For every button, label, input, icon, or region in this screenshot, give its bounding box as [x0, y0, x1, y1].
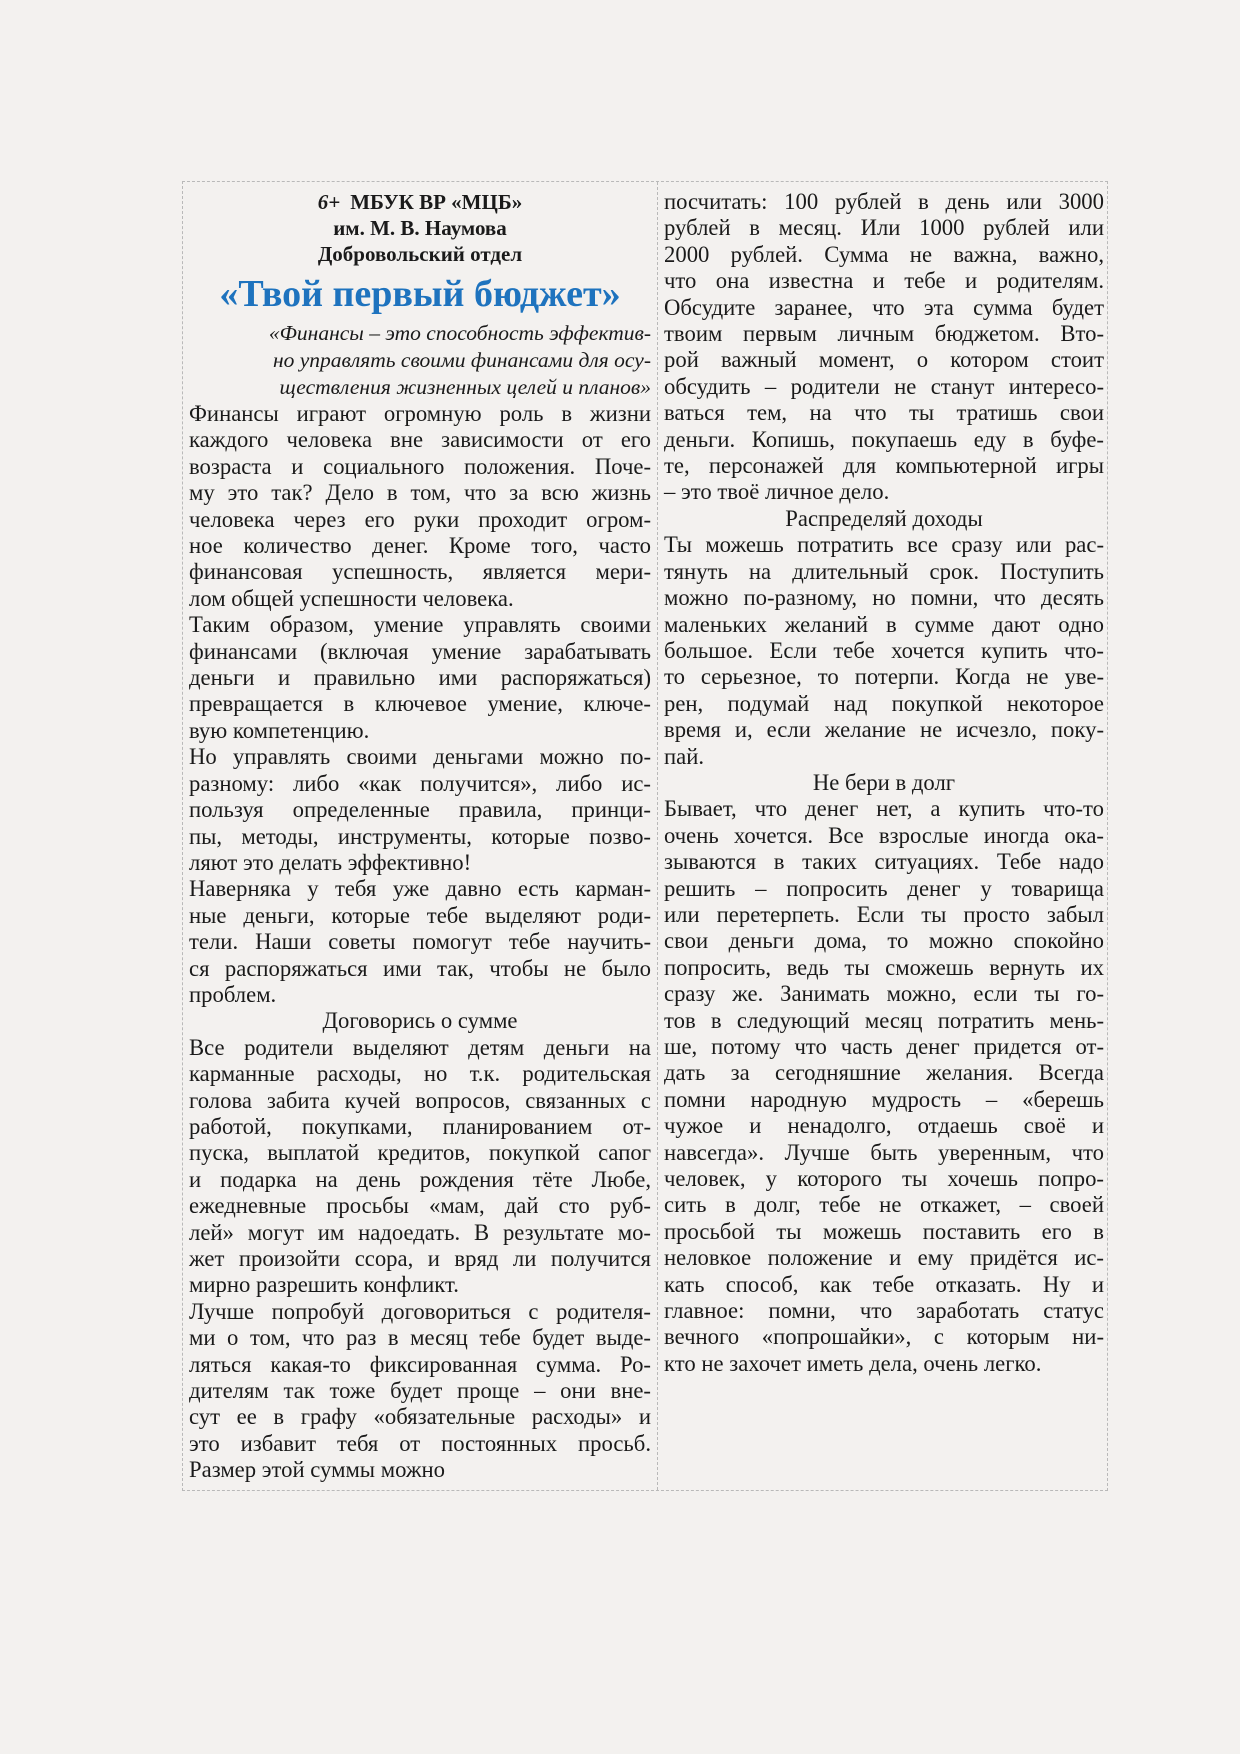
text-line: сут ее в графу «обязательные расходы» и	[189, 1404, 651, 1430]
text-line: Но управлять своими деньгами можно по-	[189, 744, 651, 770]
text-line: ляться какая-то фиксированная сумма. Ро-	[189, 1351, 651, 1377]
epigraph-line: «Финансы – это способность эффектив-	[268, 321, 651, 345]
text-line: кто не захочет иметь дела, очень легко.	[664, 1350, 1042, 1376]
text-line: рой важный момент, о котором стоит	[664, 347, 1104, 373]
subhead-dont-borrow: Не бери в долг	[812, 769, 956, 795]
text-line: мирно разрешить конфликт.	[189, 1272, 459, 1298]
right-body-distribute-income	[664, 532, 1104, 770]
text-line: свои деньги дома, то можно спокойно	[664, 928, 1104, 954]
text-line: Все родители выделяют детям деньги на	[189, 1034, 651, 1060]
text-line: лом общей успешности человека.	[189, 585, 514, 611]
left-body-agree-amount	[189, 1035, 651, 1484]
text-line: сить в долг, тебе не откажет, – своей	[664, 1192, 1104, 1218]
text-line: главное: помни, что заработать статус	[664, 1298, 1104, 1324]
department: Добровольский отдел	[317, 242, 523, 266]
text-line: те, персонажей для компьютерной игры	[664, 453, 1104, 479]
text-line: деньги и правильно ими распоряжаться)	[189, 665, 651, 691]
text-line: тянуть на длительный срок. Поступить	[664, 558, 1104, 584]
text-line: дителям так тоже будет проще – они вне-	[189, 1378, 651, 1404]
text-line: ше, потому что часть денег придется от-	[664, 1034, 1104, 1059]
text-line: карманные расходы, но т.к. родительская	[189, 1061, 651, 1087]
text-line: человек, у которого ты хочешь попро-	[664, 1166, 1104, 1192]
text-line: очень хочется. Все взрослые иногда ока-	[664, 822, 1104, 848]
text-line: голова забита кучей вопросов, связанных с	[189, 1087, 651, 1113]
text-line: неловкое положение и ему придётся ис-	[664, 1245, 1104, 1271]
text-line: му это так? Дело в том, что за всю жизнь	[189, 480, 651, 506]
age-rating: 6+	[317, 190, 341, 214]
text-line: финансами (включая умение зарабатывать	[189, 638, 651, 664]
org-name: МБУК ВР «МЦБ»	[350, 190, 523, 214]
text-line: сразу же. Занимать можно, если ты го-	[664, 981, 1104, 1007]
subhead-agree-amount: Договорись о сумме	[322, 1008, 518, 1034]
text-line: чужое и ненадолго, отдаешь своё и	[664, 1113, 1104, 1139]
paragraph	[189, 612, 651, 744]
paragraph	[664, 796, 1104, 1377]
text-line: 2000 рублей. Сумма не важна, важно,	[664, 241, 1104, 267]
text-line: лей» могут им надоедать. В результате мо-	[189, 1219, 651, 1245]
header-org-line	[189, 189, 651, 215]
text-line: кать способ, как тебе отказать. Ну и	[664, 1271, 1104, 1297]
text-line: что она известна и тебе и родителям.	[664, 268, 1104, 294]
left-body-intro	[189, 401, 651, 1008]
text-line: человека через его руки проходит огром-	[189, 506, 651, 532]
text-line: Финансы играют огромную роль в жизни	[189, 401, 651, 426]
text-line: финансовая успешность, является мери-	[189, 559, 651, 585]
text-line: Бывает, что денег нет, а купить что-то	[664, 796, 1104, 822]
text-line: рен, подумай над покупкой некоторое	[664, 690, 1104, 716]
text-line: Обсудите заранее, что эта сумма будет	[664, 294, 1104, 320]
text-line: зываются в таких ситуациях. Тебе надо	[664, 849, 1104, 875]
paragraph	[189, 401, 651, 612]
text-line: можно по-разному, но помни, что десять	[664, 585, 1104, 611]
text-line: Наверняка у тебя уже давно есть карман-	[189, 876, 651, 902]
text-line: время и, если желание не исчезло, поку-	[664, 717, 1104, 743]
text-line: или перетерпеть. Если ты просто забыл	[664, 901, 1104, 927]
text-line: пользуя определенные правила, принци-	[189, 797, 651, 823]
page-title: «Твой первый бюджет»	[219, 273, 621, 315]
paragraph	[189, 1299, 651, 1484]
leaflet-page	[182, 181, 1108, 1491]
text-line: каждого человека вне зависимости от его	[189, 427, 651, 453]
text-line: Лучше попробуй договориться с родителя-	[189, 1298, 651, 1324]
text-line: помни народную мудрость – «берешь	[664, 1086, 1104, 1112]
text-line: пуска, выплатой кредитов, покупкой сапог	[189, 1140, 651, 1166]
text-line: ся распоряжаться ими так, чтобы не было	[189, 955, 651, 981]
text-line: твоим первым личным бюджетом. Вто-	[664, 321, 1104, 347]
right-body-dont-borrow	[664, 796, 1104, 1377]
text-line: пай.	[664, 743, 705, 769]
named-after: им. М. В. Наумова	[333, 216, 507, 240]
text-line: обсудить – родители не станут интересо-	[664, 373, 1104, 399]
text-line: тов в следующий месяц потратить мень-	[664, 1007, 1104, 1033]
text-line: Таким образом, умение управлять своими	[189, 612, 651, 638]
text-line: ляют это делать эффективно!	[189, 849, 472, 875]
text-line: деньги. Копишь, покупаешь еду в буфе-	[664, 426, 1104, 452]
epigraph-line: ществления жизненных целей и планов»	[279, 375, 651, 399]
epigraph	[189, 320, 651, 401]
subhead-distribute-income: Распределяй доходы	[785, 505, 983, 531]
text-line: рублей в месяц. Или 1000 рублей или	[664, 215, 1104, 241]
text-line: работой, покупками, планированием от-	[189, 1113, 651, 1139]
paragraph	[189, 744, 651, 876]
text-line: попросить, ведь ты сможешь вернуть их	[664, 954, 1104, 980]
text-line: ное количество денег. Кроме того, часто	[189, 533, 651, 559]
text-line: Размер этой суммы можно	[189, 1457, 446, 1483]
text-line: большое. Если тебе хочется купить что-	[664, 637, 1104, 663]
text-line: Ты можешь потратить все сразу или рас-	[664, 532, 1104, 558]
right-column	[664, 189, 1104, 1377]
text-line: пы, методы, инструменты, которые позво-	[189, 823, 651, 849]
text-line: вечного «попрошайки», с которым ни-	[664, 1324, 1104, 1350]
text-line: маленьких желаний в сумме дают одно	[664, 611, 1104, 637]
text-line: решить – попросить денег у товарища	[664, 875, 1104, 901]
text-line: это избавит тебя от постоянных просьб.	[189, 1430, 651, 1456]
text-line: тели. Наши советы помогут тебе научить-	[189, 929, 651, 955]
text-line: ми о том, что раз в месяц тебе будет выде-	[189, 1325, 651, 1351]
epigraph-line: но управлять своими финансами для осу-	[272, 348, 651, 372]
text-line: просьбой ты можешь поставить его в	[664, 1218, 1104, 1244]
text-line: возраста и социального положения. Поче-	[189, 453, 651, 479]
text-line: посчитать: 100 рублей в день или 3000	[664, 189, 1104, 214]
text-line: ежедневные просьбы «мам, дай сто руб-	[189, 1193, 651, 1219]
text-line: превращается в ключевое умение, ключе-	[189, 691, 651, 717]
column-divider	[657, 182, 658, 1490]
text-line: дать за сегодняшние желания. Всегда	[664, 1060, 1104, 1086]
text-line: разному: либо «как получится», либо ис-	[189, 770, 651, 796]
right-body-continuation	[664, 189, 1104, 506]
text-line: жет произойти ссора, и вряд ли получится	[189, 1246, 651, 1271]
text-line: навсегда». Лучше быть уверенным, что	[664, 1139, 1104, 1165]
paragraph	[664, 532, 1104, 770]
text-line: ные деньги, которые тебе выделяют роди-	[189, 902, 651, 928]
text-line: и подарка на день рождения тёте Любе,	[189, 1166, 651, 1192]
text-line: то серьезное, то потерпи. Когда не уве-	[664, 664, 1104, 690]
paragraph	[189, 876, 651, 1008]
text-line: проблем.	[189, 981, 277, 1007]
text-line: вую компетенцию.	[189, 717, 370, 743]
left-column	[189, 189, 651, 1484]
text-line: – это твоё личное дело.	[664, 479, 890, 505]
paragraph	[189, 1035, 651, 1299]
paragraph	[664, 189, 1104, 506]
text-line: ваться тем, на что ты тратишь свои	[664, 400, 1104, 426]
